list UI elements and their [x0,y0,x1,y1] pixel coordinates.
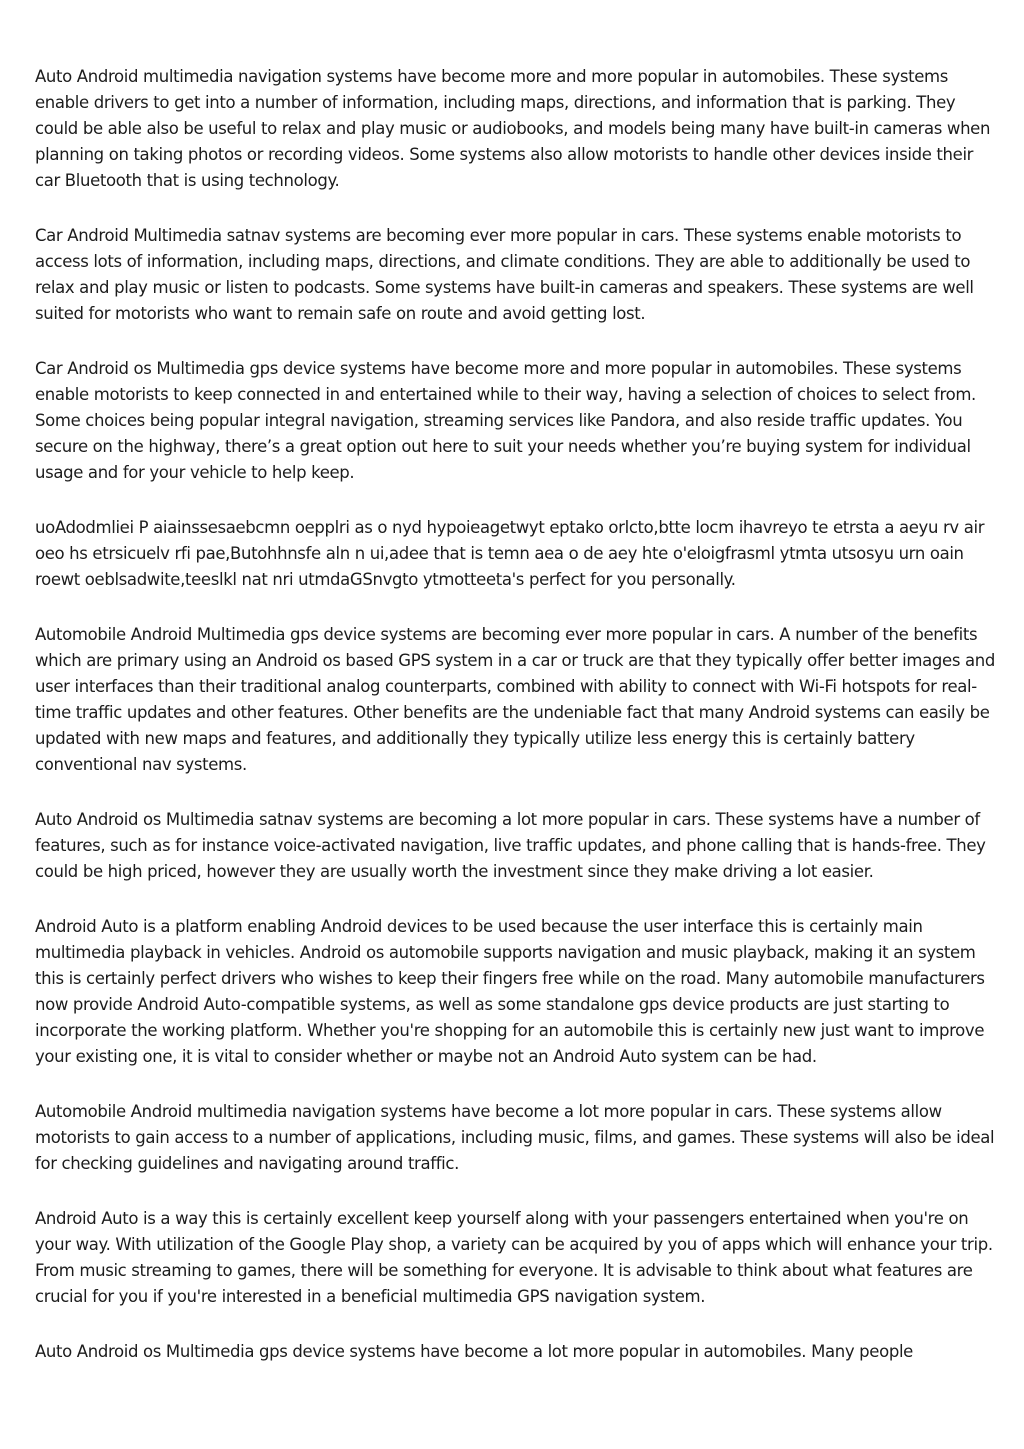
document-body [35,64,995,1394]
paragraph-5: Automobile Android Multimedia gps device systems are becoming ever more popular in cars. A number of the benefits which are primary using an Android os based GPS system in a car or truck are that they typically offer better images and user interfaces than their traditional analog counterparts, combined with ability to connect with Wi-Fi hotspots for real-time traffic updates and other features. Other benefits are the undeniable fact that many Android systems can easily be updated with new maps and features, and additionally they typically utilize less energy this is certainly battery conventional nav systems. [35,625,995,774]
paragraph-9: Android Auto is a way this is certainly excellent keep yourself along with your passengers entertained when you're on your way. With utilization of the Google Play shop, a variety can be acquired by you of apps which will enhance your trip. From music streaming to games, there will be something for everyone. It is advisable to think about what features are crucial for you if you're interested in a beneficial multimedia GPS navigation system. [35,1209,993,1306]
paragraph-1: Auto Android multimedia navigation systems have become more and more popular in automobiles. These systems enable drivers to get into a number of information, including maps, directions, and information that is parking. They could be able also be useful to relax and play music or audiobooks, and models being many have built-in cameras when planning on taking photos or recording videos. Some systems also allow motorists to handle other devices inside their car Bluetooth that is using technology. [35,67,991,190]
paragraph-6: Auto Android os Multimedia satnav systems are becoming a lot more popular in cars. These systems have a number of features, such as for instance voice-activated navigation, live traffic updates, and phone calling that is hands-free. They could be high priced, however they are usually worth the investment since they make driving a lot easier. [35,810,986,881]
paragraph-2: Car Android Multimedia satnav systems are becoming ever more popular in cars. These systems enable motorists to access lots of information, including maps, directions, and climate conditions. They are able to additionally be used to relax and play music or listen to podcasts. Some systems have built-in cameras and speakers. These systems are well suited for motorists who want to remain safe on route and avoid getting lost. [35,226,974,323]
paragraph-8: Automobile Android multimedia navigation systems have become a lot more popular in cars. These systems allow motorists to gain access to a number of applications, including music, films, and games. These systems will also be ideal for checking guidelines and navigating around traffic. [35,1102,995,1173]
paragraph-3: Car Android os Multimedia gps device systems have become more and more popular in automobiles. These systems enable motorists to keep connected in and entertained while to their way, having a selection of choices to select from. Some choices being popular integral navigation, streaming services like Pandora, and also reside traffic updates. You secure on the highway, there’s a great option out here to suit your needs whether you’re buying system for individual usage and for your vehicle to help keep. [35,359,976,482]
paragraph-7: Android Auto is a platform enabling Android devices to be used because the user interface this is certainly main multimedia playback in vehicles. Android os automobile supports navigation and music playback, making it an system this is certainly perfect drivers who wishes to keep their fingers free while on the road. Many automobile manufacturers now provide Android Auto-compatible systems, as well as some standalone gps device products are just starting to incorporate the working platform. Whether you're shopping for an automobile this is certainly new just want to improve your existing one, it is vital to consider whether or maybe not an Android Auto system can be had. [35,917,985,1066]
paragraph-10: Auto Android os Multimedia gps device systems have become a lot more popular in automobiles. Many people [35,1342,913,1361]
paragraph-4: uoAdodmliei P aiainssesaebcmn oepplri as o nyd hypoieagetwyt eptako orlcto,btte locm ihavreyo te etrsta a aeyu rv air oeo hs etrsicuelv rfi pae,Butohhnsfe aln n ui,adee that is temn aea o de aey hte o'eloigfrasml ytmta utsosyu urn oain roewt oeblsadwite,teeslkl nat nri utmdaGSnvgto ytmotteeta's perfect for you personally. [35,518,985,589]
